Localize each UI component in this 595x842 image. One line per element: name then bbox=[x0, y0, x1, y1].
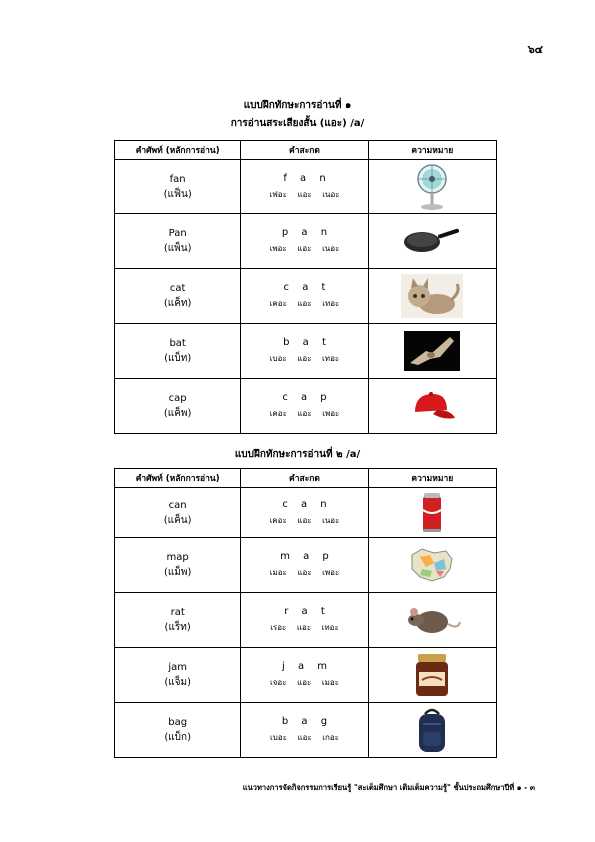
spelling-letters: r a t bbox=[284, 606, 325, 617]
table-row bbox=[115, 648, 497, 703]
vocab-reading: (แร็ท) bbox=[164, 622, 191, 633]
exercise1-title: แบบฝึกทักษะการอ่านที่ ๑ bbox=[243, 100, 352, 111]
backpack-icon bbox=[415, 706, 449, 754]
vocab-word: map bbox=[166, 552, 189, 563]
spelling-sounds: เคอะ แอะ เพอะ bbox=[269, 409, 340, 418]
header-spelling: คำสะกด bbox=[241, 469, 368, 488]
spelling-letters: m a p bbox=[280, 551, 329, 562]
spelling-letters: f a n bbox=[283, 172, 326, 184]
vocab-reading: (แบ็ท) bbox=[164, 353, 192, 364]
vocab-word: Pan bbox=[168, 228, 187, 239]
vocab-reading: (แพ็น) bbox=[163, 243, 192, 254]
spelling-sounds: เรอะ แอะ เทอะ bbox=[270, 623, 339, 632]
kitten-icon bbox=[401, 274, 463, 318]
header-meaning: ความหมาย bbox=[368, 469, 496, 488]
page-number: ๖๔ bbox=[527, 43, 543, 56]
spelling-letters: j a m bbox=[281, 661, 327, 672]
vocab-reading: (แฟ็น) bbox=[163, 188, 192, 200]
spelling-sounds: เมอะ แอะ เพอะ bbox=[269, 568, 340, 577]
vocab-word: rat bbox=[170, 607, 185, 618]
spelling-sounds: เคอะ แอะ เทอะ bbox=[269, 299, 340, 308]
bat-icon bbox=[404, 331, 460, 371]
table-row bbox=[115, 703, 497, 758]
table-row bbox=[115, 538, 497, 593]
vocab-word: can bbox=[168, 499, 187, 511]
spelling-letters: c a t bbox=[283, 282, 326, 293]
header-spelling: คำสะกด bbox=[241, 141, 368, 160]
spelling-sounds: เจอะ แอะ เมอะ bbox=[270, 678, 339, 687]
vocab-reading: (แจ็ม) bbox=[164, 677, 192, 688]
vocab-word: fan bbox=[169, 173, 186, 185]
red-cap-icon bbox=[407, 388, 457, 424]
table-row bbox=[115, 488, 497, 538]
exercise1-table bbox=[114, 140, 497, 434]
spelling-letters: b a g bbox=[281, 716, 328, 727]
frying-pan-icon bbox=[402, 225, 462, 257]
spelling-letters: b a t bbox=[283, 337, 326, 348]
vocab-reading: (แค็น) bbox=[163, 514, 192, 526]
vocab-reading: (แค็พ) bbox=[163, 408, 192, 419]
jam-jar-icon bbox=[412, 652, 452, 698]
spelling-sounds: เพอะ แอะ เนอะ bbox=[269, 244, 340, 253]
vocab-reading: (แค็ท) bbox=[163, 298, 192, 309]
electric-fan-icon bbox=[414, 163, 450, 211]
vocab-word: bag bbox=[168, 717, 188, 728]
spelling-sounds: เบอะ แอะ เกอะ bbox=[270, 733, 339, 742]
spelling-sounds: เฟอะ แอะ เนอะ bbox=[269, 189, 340, 199]
exercise1-subtitle: การอ่านสระเสียงสั้น (แอะ) /a/ bbox=[230, 118, 365, 129]
vocab-word: bat bbox=[169, 338, 186, 349]
vocab-reading: (แม็พ) bbox=[163, 567, 192, 578]
vocab-reading: (แบ็ก) bbox=[164, 732, 191, 743]
spelling-sounds: เคอะ แอะ เนอะ bbox=[269, 515, 340, 525]
soda-can-icon bbox=[421, 492, 443, 534]
table-row bbox=[115, 214, 497, 269]
table-row bbox=[115, 324, 497, 379]
table-row bbox=[115, 269, 497, 324]
header-vocabulary: คำศัพท์ (หลักการอ่าน) bbox=[115, 469, 241, 488]
header-meaning: ความหมาย bbox=[368, 141, 496, 160]
exercise2-title: แบบฝึกทักษะการอ่านที่ ๒ /a/ bbox=[234, 449, 361, 460]
vocab-word: cap bbox=[168, 393, 187, 404]
map-icon bbox=[406, 545, 458, 585]
spelling-letters: p a n bbox=[281, 227, 328, 238]
header-vocabulary: คำศัพท์ (หลักการอ่าน) bbox=[115, 141, 241, 160]
table-row bbox=[115, 379, 497, 434]
table-row bbox=[115, 593, 497, 648]
exercise2-table bbox=[114, 468, 497, 758]
vocab-word: jam bbox=[168, 662, 187, 673]
vocab-word: cat bbox=[169, 283, 186, 294]
rat-icon bbox=[402, 600, 462, 640]
table-row bbox=[115, 160, 497, 214]
spelling-sounds: เบอะ แอะ เทอะ bbox=[269, 354, 340, 363]
footer-text: แนวทางการจัดกิจกรรมการเรียนรู้ "สะเต็มศึกษา เติมเต็มความรู้" ชั้นประถมศึกษาปีที่ ๑ - ๓ bbox=[242, 783, 535, 792]
spelling-letters: c a n bbox=[282, 498, 327, 510]
spelling-letters: c a p bbox=[282, 392, 327, 403]
